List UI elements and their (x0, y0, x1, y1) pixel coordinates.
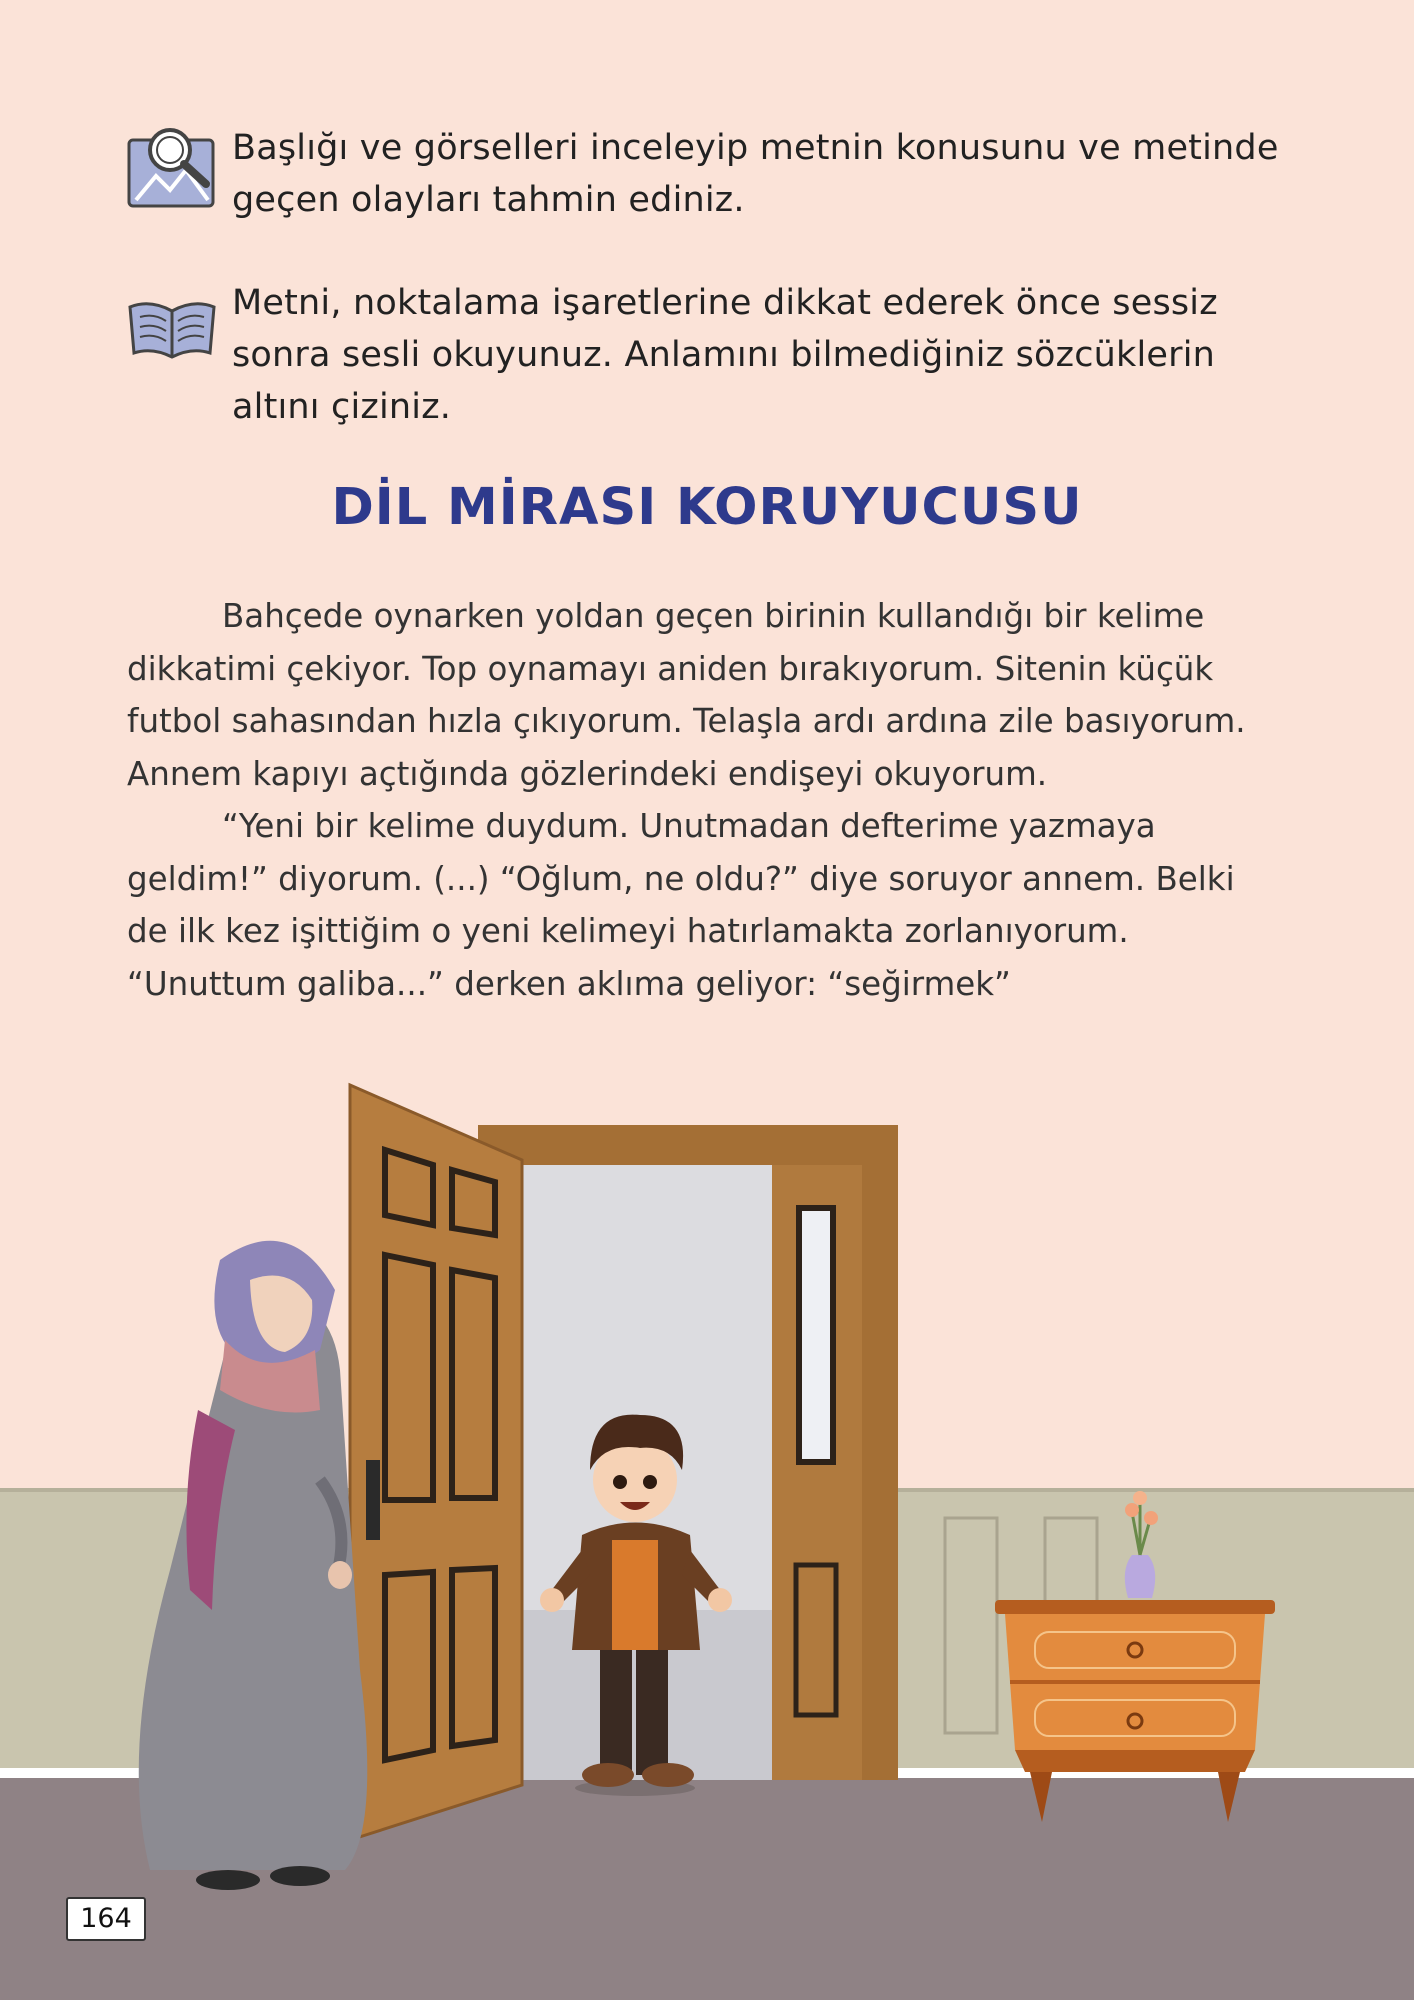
story-title: DİL MİRASI KORUYUCUSU (331, 478, 1083, 537)
instruction-text: Başlığı ve görselleri inceleyip metnin konusunu ve metinde geçen olayları tahmin ediniz. (232, 128, 1279, 220)
image-magnifier-icon (126, 122, 218, 214)
open-book-icon (126, 277, 218, 369)
story-text (127, 590, 1277, 1010)
page-number: 164 (66, 1897, 146, 1941)
mother (139, 1241, 368, 1890)
instruction-read (126, 277, 1306, 433)
instruction-predict (126, 122, 1306, 226)
story-illustration (0, 1050, 1414, 2000)
story-paragraph: Bahçede oynarken yoldan geçen birinin kullandığı bir kelime dikkatimi çekiyor. Top oynamayı aniden bırakıyorum. Sitenin küçük futbol sahasından hızla çıkıyorum. Telaşla ardı ardına zile basıyorum. Annem kapıyı açtığında gözlerindeki endişeyi okuyorum. (127, 597, 1246, 793)
instruction-text: Metni, noktalama işaretlerine dikkat ederek önce sessiz sonra sesli okuyunuz. Anlamını bilmediğiniz sözcüklerin altını çiziniz. (232, 283, 1218, 427)
story-paragraph: “Yeni bir kelime duydum. Unutmadan defterime yazmaya geldim!” diyorum. (...) “Oğlum, ne oldu?” diye soruyor annem. Belki de ilk kez işittiğim o yeni kelimeyi hatırlamakta zorlanıyorum. “Unuttum galiba...” derken aklıma geliyor: “seğirmek” (127, 807, 1235, 1003)
